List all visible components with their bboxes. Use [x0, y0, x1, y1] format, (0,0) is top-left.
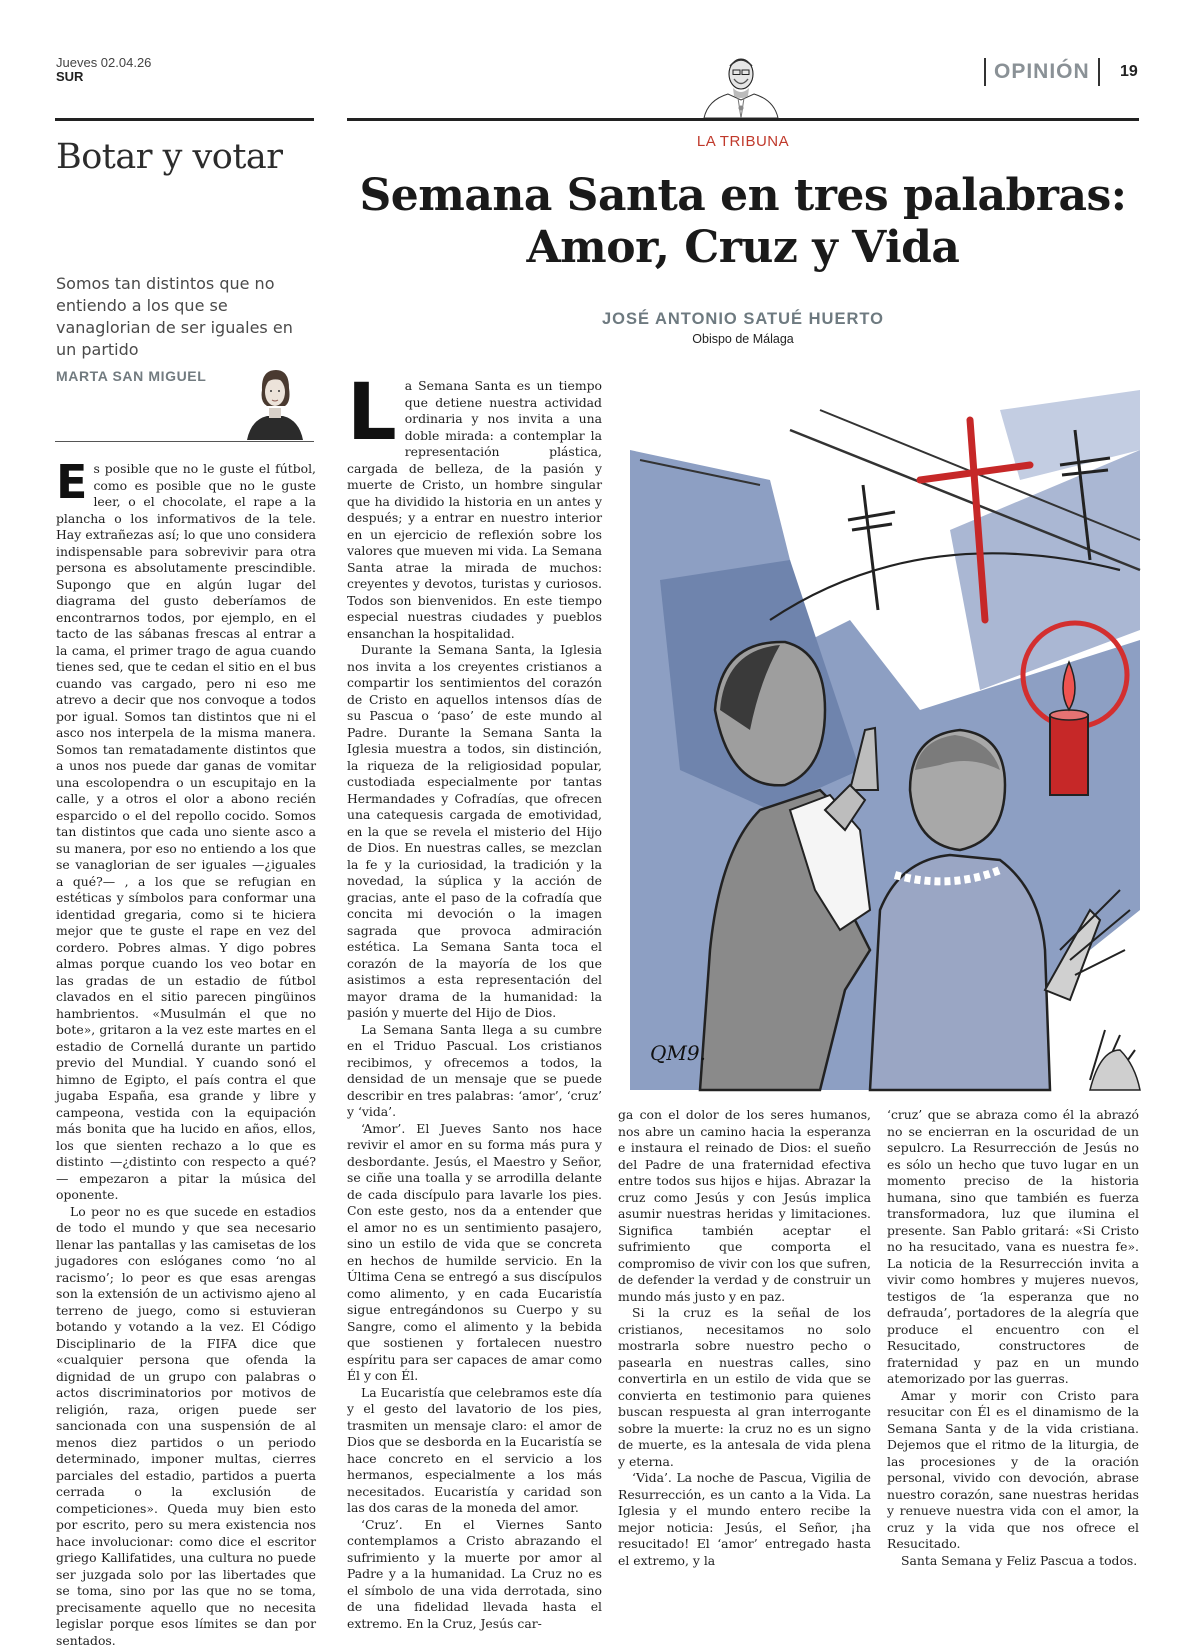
headline-line-2: Amor, Cruz y Vida	[527, 222, 960, 273]
article-paragraph: ‘Amor’. El Jueves Santo nos hace revivir el amor en su forma más pura y desbordante. Jesús, el Maestro y Señor, se ciñe una toalla y se arrodilla delante de cada discípulo para lavarle los pies. Con este gesto, nos da a entender que el amor no es un sentimiento pasajero, sino un estilo de vida que se concreta en hechos de humilde servicio. En la Última Cena se entregó a sus discípulos como alimento, y en cada Eucaristía sigue entregándonos su Cuerpo y su Sangre, como el alimento y la bebida que sostienen y fortalecen nuestro espíritu para ser capaces de amar como Él y con Él.	[347, 1121, 602, 1385]
column-subtitle: Somos tan distintos que no entiendo a los que se vanaglorian de ser iguales en un partido	[56, 273, 318, 361]
article-paragraph: ‘cruz’ que se abraza como él la abrazó no se encierran en la oscuridad de un sepulcro. La Resurrección de Jesús no es sólo un hecho que tuvo lugar en un momento preciso de la historia humana, sino que también es fuerza transformadora, luz que ilumina el presente. San Pablo gritará: «Si Cristo no ha resucitado, vana es nuestra fe». La noticia de la Resurrección invita a vivir como hombres y mujeres nuevos, testigos de ‘la esperanza que no defrauda’, portadores de la alegría que produce el encuentro con el Resucitado, constructores de fraternidad y paz en un mundo atemorizado por las guerras.	[887, 1107, 1139, 1388]
article-kicker: LA TRIBUNA	[347, 133, 1139, 150]
article-paragraph: Durante la Semana Santa, la Iglesia nos invita a los creyentes cristianos a compartir los sentimientos del corazón de Cristo en aquellos intensos días de su Pascua o ‘paso’ de este mundo al Padre. Durante la Semana Santa la Iglesia muestra a todos, sin distinción, la riqueza de la religiosidad popular, custodiada especialmente por tantas Hermandades y Cofradías, que ofrecen una catequesis cargada de emotividad, en la que se revela el misterio del Hijo de Dios. En nuestras calles, se mezclan la fe y la curiosidad, la tradición y la novedad, la súplica y la acción de gracias, ante el paso de la cofradía que concita mi devoción o la imagen sagrada que provoca admiración estética. La Semana Santa toca el corazón de la mayoría de los que asistimos a esta representación del mayor drama de la humanidad: la pasión y muerte del Hijo de Dios.	[347, 642, 602, 1022]
article-paragraph: ga con el dolor de los seres humanos, nos abre un camino hacia la esperanza e instaura el reinado de Dios: el sueño del Padre de una fraternidad efectiva entre todos sus hijos e hijas. Abrazar la cruz como Jesús y con Jesús implica asumir nuestras heridas y limitaciones. Significa también aceptar el sufrimiento que comporta el compromiso de vivir con los que sufren, de defender la verdad y de construir un mundo más justo y en paz.	[618, 1107, 871, 1305]
article-paragraph: La Semana Santa llega a su cumbre en el Triduo Pascual. Los cristianos recibimos, y ofrecemos a todos, la densidad de un mensaje que se puede describir en tres palabras: ‘amor’, ‘cruz’ y ‘vida’.	[347, 1022, 602, 1121]
article-column-3	[887, 1107, 1139, 1473]
easter-illustration	[620, 390, 1140, 1090]
column-paragraph-text: s posible que no le guste el fútbol, como es posible que no le guste leer, o el chocolate, el rape a la plancha o los informativos de la tele. Hay extrañezas así; lo que uno considera indispensable para sobrevivir para otra persona es absolutamente prescindible. Supongo que en algún lugar del diagrama del gusto deberíamos de encontrarnos todos, por ejemplo, en el tacto de las sábanas frescas al entrar a la cama, el primer trago de agua cuando tienes sed, que te cedan el sitio en el bus cuando vas cargado, pero ni eso me atrevo a decir que nos convoque a todos por igual. Somos tan distintos que ni el asco nos interpela de la misma manera. Somos tan rematadamente distintos que a unos nos puede dar ganas de vomitar una escolopendra o un escupitajo en la calle, y a otros el olor a abono recién esparcido o el del repollo cocido. Somos tan distintos que cada uno siente asco a su manera, por eso no entiendo a los que se vanaglorian de ser iguales —¿iguales a qué?— , a los que se refugian en estéticas y símbolos para conformar una identidad gregaria, como si te hiciera mejor que te guste el rape en vez del cordero. Pobres almas. Y digo pobres almas porque cuando los veo botar en las gradas de un estadio de fútbol clavados en el sitio parecen pingüinos hambrientos. «Musulmán el que no bote», gritaron a la vez este martes en el estadio de Cornellá durante un partido previo del Mundial. Y cuando sonó el himno de Egipto, el país contra el que jugaba España, esa grande y libre y campeona, vestida con la equipación más bonita que ha lucido en años, ellos, los que sienten rechazo a lo que es distinto —¿distinto con respecto a qué?— empezaron a pitar la música del oponente.	[56, 461, 316, 1202]
article-column-1	[347, 378, 602, 1488]
page-number: 19	[1120, 58, 1138, 86]
section-name: OPINIÓN	[984, 58, 1100, 86]
article-paragraph: La Eucaristía que celebramos este día y el gesto del lavatorio de los pies, trasmiten un mensaje claro: el amor de Dios que se desborda en la Eucaristía se hace concreto en el servicio a los hermanos, especialmente a los más necesitados. Eucaristía y caridad son las dos caras de la moneda del amor.	[347, 1385, 602, 1517]
column-top-rule	[55, 118, 314, 121]
article-paragraph: ‘Cruz’. En el Viernes Santo contemplamos a Cristo abrazando el sufrimiento y la muerte por amor al Padre y a la humanidad. La Cruz no es el símbolo de una vida derrotada, sino de una fidelidad llevada hasta el extremo. En la Cruz, Jesús car-	[347, 1517, 602, 1633]
column-author: MARTA SAN MIGUEL	[56, 368, 206, 384]
publication-name: SUR	[56, 69, 83, 84]
article-column-2	[618, 1107, 871, 1473]
article-paragraph-text: a Semana Santa es un tiempo que detiene nuestra actividad ordinaria y nos invita a una doble mirada: a contemplar la representación plástica, cargada de belleza, de la pasión y muerte de Cristo, un hombre singular que ha dividido la historia en un antes y después; y a entrar en nuestro interior en un ejercicio de reflexión sobre los valores que mueven mi vida. La Semana Santa atrae la mirada de muchos: creyentes y devotos, turistas y curiosos. Todos son bienvenidos. En este tiempo especial nuestras ciudades y pueblos ensanchan la hospitalidad.	[347, 378, 602, 641]
issue-date: Jueves 02.04.26	[56, 55, 151, 70]
column-title: Botar y votar	[56, 137, 283, 177]
article-headline	[347, 170, 1139, 274]
column-body	[56, 461, 316, 1511]
article-paragraph: Si la cruz es la señal de los cristianos, necesitamos no solo mostrarla sobre nuestro pecho o pasearla en nuestras calles, sino convertirla en un estilo de vida que se convierta en testimonio para quienes buscan respuesta al gran interrogante sobre la muerte: la cruz no es un signo de muerte, es la antesala de vida plena y eterna.	[618, 1305, 871, 1470]
column-paragraph: Lo peor no es que sucede en estadios de todo el mundo y que sea necesario llenar las pantallas y las camisetas de los jugadores con eslóganes como ‘no al racismo’; lo peor es que esas arengas son la extensión de un activismo ajeno al terreno de juego, como si estuvieran botando y votando a la vez. El Código Disciplinario de la FIFA dice que «cualquier persona que ofenda la dignidad de un grupo con palabras o actos discriminatorios por motivos de religión, raza, origen puede ser sancionada con una suspensión de al menos diez partidos o un periodo determinado, imponer multas, cierres parciales del estadio, partidos a puerta cerrada o la exclusión de competiciones». Queda muy bien esto por escrito, pero su mera existencia nos hace involucionar: como dice el escritor griego Kallifatides, una cultura no puede ser juzgada solo por las libertades que se toma, sino por las que no se toma, precisamente aquello que no necesita legislar porque esos límites se dan por sentados.	[56, 1204, 316, 1649]
article-byline: JOSÉ ANTONIO SATUÉ HUERTO	[347, 310, 1139, 329]
illustration-signature: QM9.	[650, 1041, 706, 1065]
article-paragraph	[347, 378, 602, 642]
article-paragraph: Santa Semana y Feliz Pascua a todos.	[887, 1553, 1139, 1570]
headline-line-1: Semana Santa en tres palabras:	[360, 170, 1127, 221]
column-dropcap: E	[56, 463, 87, 502]
bishop-portrait-icon	[700, 48, 782, 118]
column-divider	[55, 441, 314, 442]
author-role: Obispo de Málaga	[347, 332, 1139, 346]
author-avatar	[245, 362, 305, 440]
article-top-rule	[347, 118, 1139, 121]
column-paragraph	[56, 461, 316, 1204]
article-paragraph: Amar y morir con Cristo para resucitar con Él es el dinamismo de la Semana Santa y de la vida cristiana. Dejemos que el ritmo de la liturgia, de las procesiones y de la oración personal, vivido con devoción, abrase nuestro corazón, sane nuestras heridas y renueve nuestra vida con el amor, la cruz y la vida que nos ofrece el Resucitado.	[887, 1388, 1139, 1553]
article-paragraph: ‘Vida’. La noche de Pascua, Vigilia de Resurrección, es un canto a la Vida. La Iglesia y el mundo entero recibe la mejor noticia: Jesús, el Señor, ¡ha resucitado! El ‘amor’ entregado hasta el extremo, y la	[618, 1470, 871, 1569]
article-dropcap: L	[347, 380, 397, 446]
